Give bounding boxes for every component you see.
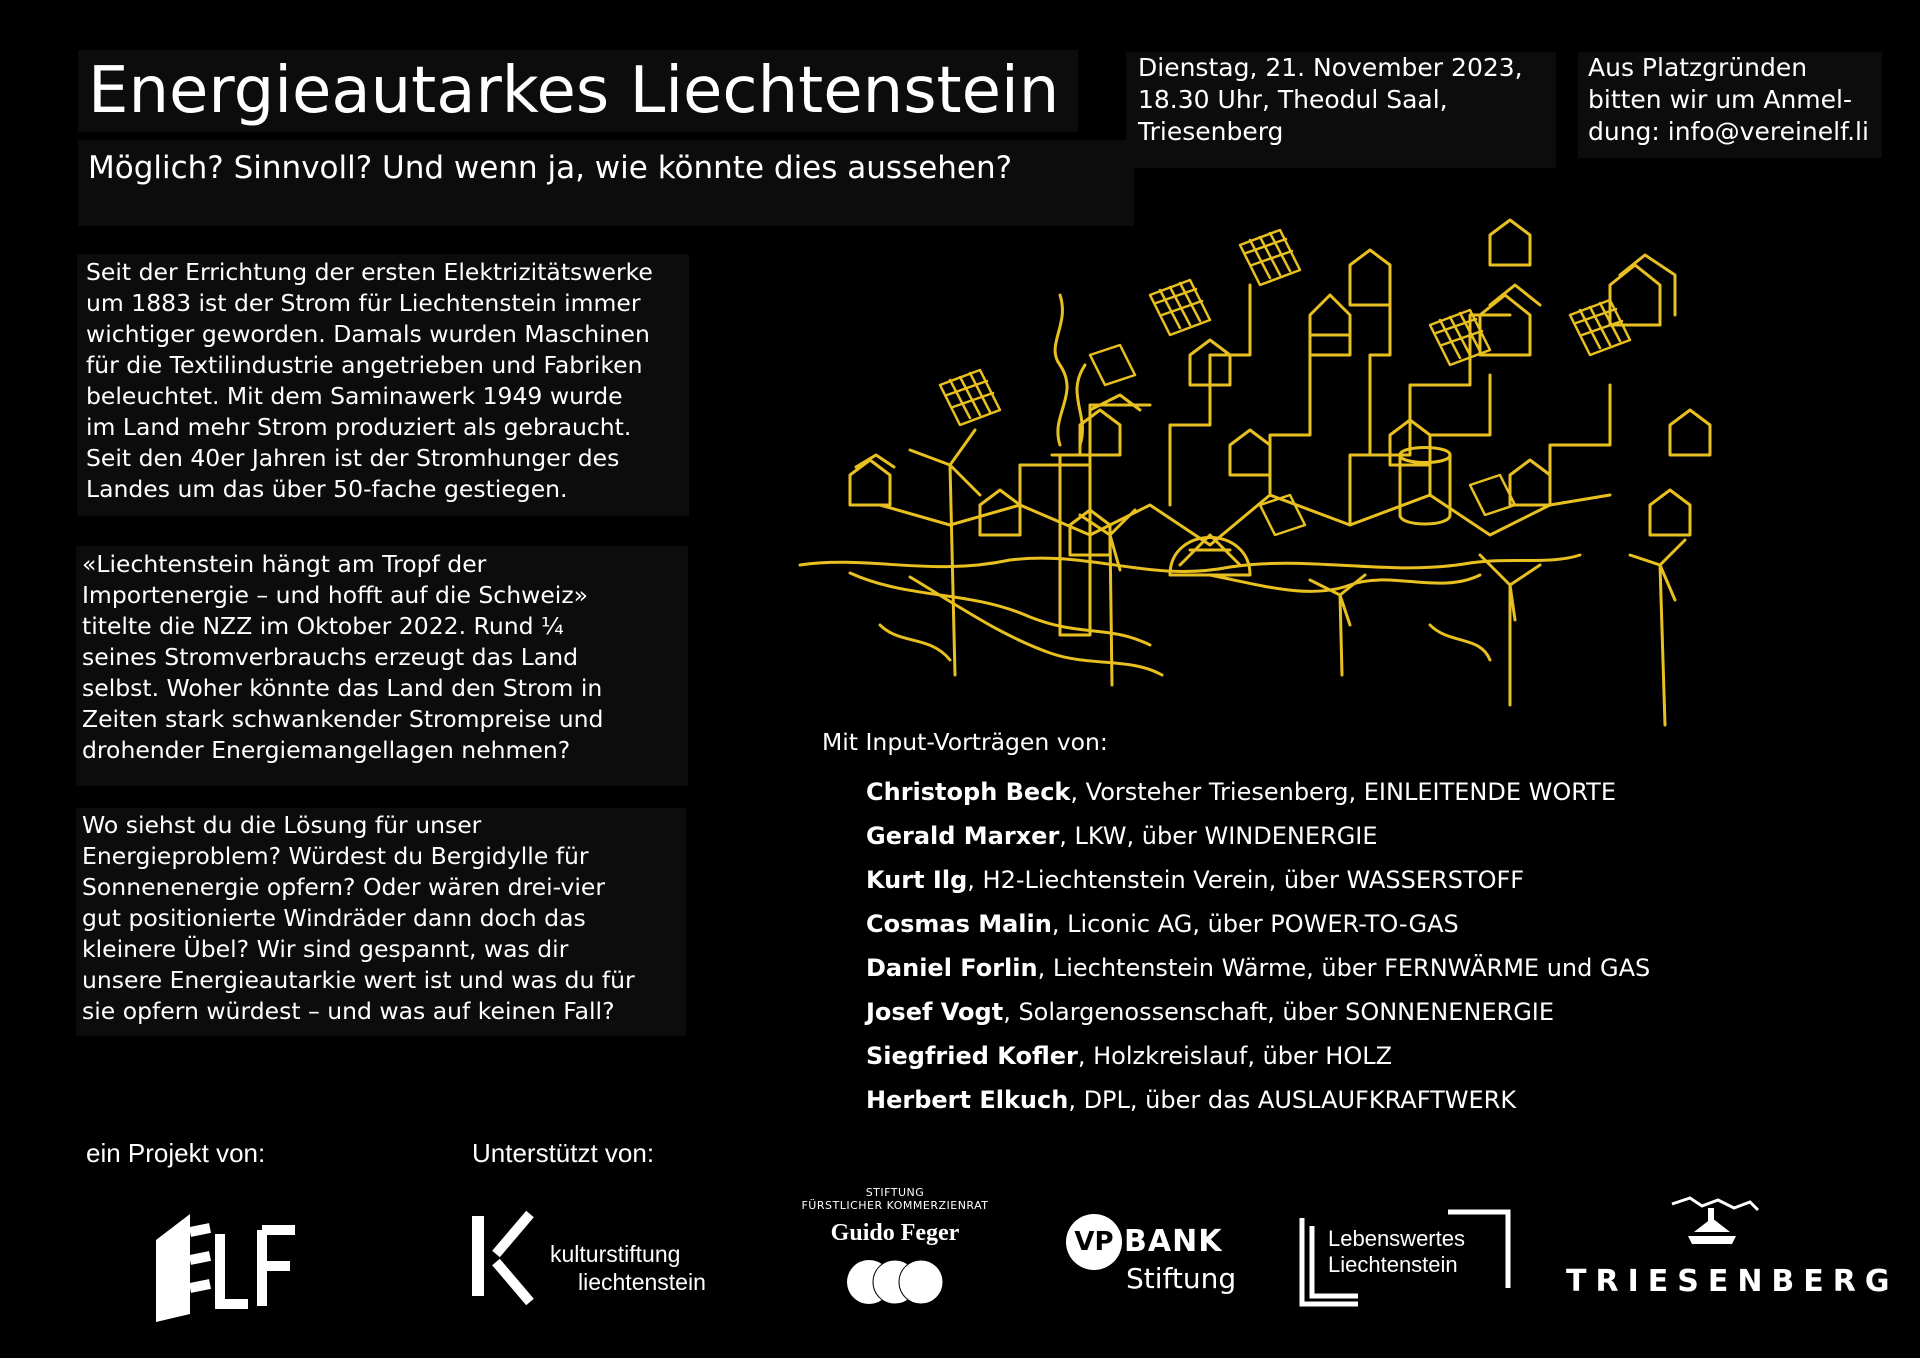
lebenswertes-liechtenstein-logo <box>1298 1208 1518 1308</box>
kulturstiftung-k-icon <box>470 1210 540 1305</box>
guido-feger-logo <box>780 1186 1010 1336</box>
speaker-name: Gerald Marxer <box>866 822 1060 850</box>
feger-top-line2: FÜRSTLICHER KOMMERZIENRAT <box>801 1199 989 1212</box>
list-item <box>866 910 1650 954</box>
vp-stiftung-text: Stiftung <box>1126 1262 1237 1295</box>
speakers-heading: Mit Input-Vorträgen von: <box>822 728 1108 756</box>
speaker-detail: , Solargenossenschaft, über SONNENENERGIE <box>1003 998 1555 1026</box>
kulturstiftung-line2: liechtenstein <box>578 1269 706 1295</box>
list-item <box>866 866 1650 910</box>
speaker-name: Daniel Forlin <box>866 954 1038 982</box>
kulturstiftung-logo <box>470 1210 740 1310</box>
feger-circles-icon <box>845 1257 945 1307</box>
question-paragraph: Wo siehst du die Lösung für unser Energieproblem? Würdest du Bergidylle für Sonnenenergie opfern? Oder wären drei-vier gut positionierte Windräder dann doch das kleinere Übel? Wir sind gespannt, was dir unsere Energieautarkie wert ist und was du für sie opfern würdest – und was auf keinen Fall? <box>76 808 686 1036</box>
lebenswertes-line1: Lebenswertes <box>1328 1226 1465 1251</box>
list-item <box>866 1086 1650 1130</box>
speaker-name: Kurt Ilg <box>866 866 968 894</box>
speakers-list <box>866 778 1650 1130</box>
quote-paragraph: «Liechtenstein hängt am Tropf der Importenergie – und hofft auf die Schweiz» titelte die NZZ im Oktober 2022. Rund ¼ seines Stromverbrauchs erzeugt das Land selbst. Woher könnte das Land den Strom in Zeiten stark schwankender Strompreise und drohender Energiemangellagen nehmen? <box>76 546 688 786</box>
triesenberg-mountain-icon <box>1562 1196 1872 1266</box>
registration-info: Aus Platzgründen bitten wir um Anmel- dung: info@vereinelf.li <box>1578 52 1882 158</box>
speaker-detail: , Vorsteher Triesenberg, EINLEITENDE WORTE <box>1070 778 1616 806</box>
vp-circle: VP <box>1066 1214 1122 1270</box>
history-paragraph: Seit der Errichtung der ersten Elektrizitätswerke um 1883 ist der Strom für Liechtenstein immer wichtiger geworden. Damals wurden Maschinen für die Textilindustrie angetrieben und Fabriken beleuchtet. Mit dem Saminawerk 1949 wurde im Land mehr Strom produziert als gebraucht. Seit den 40er Jahren ist der Stromhunger des Landes um das über 50-fache gestiegen. <box>77 254 689 516</box>
kulturstiftung-line1: kulturstiftung <box>550 1241 681 1267</box>
triesenberg-text: TRIESENBERG <box>1566 1264 1899 1299</box>
event-details: Dienstag, 21. November 2023, 18.30 Uhr, Theodul Saal, Triesenberg <box>1126 52 1556 168</box>
energy-village-illustration <box>790 205 1790 735</box>
speaker-detail: , H2-Liechtenstein Verein, über WASSERSTOFF <box>967 866 1525 894</box>
page-subtitle: Möglich? Sinnvoll? Und wenn ja, wie könnte dies aussehen? <box>88 150 1013 186</box>
speaker-detail: , Liechtenstein Wärme, über FERNWÄRME und GAS <box>1037 954 1651 982</box>
speaker-name: Josef Vogt <box>866 998 1004 1026</box>
speaker-name: Siegfried Kofler <box>866 1042 1078 1070</box>
lebenswertes-line2: Liechtenstein <box>1328 1252 1458 1277</box>
list-item <box>866 1042 1650 1086</box>
speaker-detail: , LKW, über WINDENERGIE <box>1059 822 1378 850</box>
list-item <box>866 998 1650 1042</box>
speaker-name: Herbert Elkuch <box>866 1086 1069 1114</box>
speaker-detail: , DPL, über das AUSLAUFKRAFTWERK <box>1068 1086 1517 1114</box>
feger-top-line1: STIFTUNG <box>865 1186 925 1199</box>
speaker-detail: , Holzkreislauf, über HOLZ <box>1077 1042 1393 1070</box>
list-item <box>866 822 1650 866</box>
speaker-name: Cosmas Malin <box>866 910 1052 938</box>
feger-name: Guido Feger <box>830 1220 960 1246</box>
project-label: ein Projekt von: <box>86 1138 266 1168</box>
vp-bank-text: BANK <box>1124 1224 1223 1259</box>
speaker-detail: , Liconic AG, über POWER-TO-GAS <box>1051 910 1459 938</box>
list-item <box>866 778 1650 822</box>
title-box <box>78 50 1078 132</box>
elf-logo <box>150 1210 300 1325</box>
triesenberg-logo <box>1562 1196 1899 1306</box>
page-title: Energieautarkes Liechtenstein <box>88 54 1060 128</box>
speaker-name: Christoph Beck <box>866 778 1071 806</box>
support-label: Unterstützt von: <box>472 1138 655 1168</box>
list-item <box>866 954 1650 998</box>
vp-bank-stiftung-logo <box>1066 1208 1256 1308</box>
